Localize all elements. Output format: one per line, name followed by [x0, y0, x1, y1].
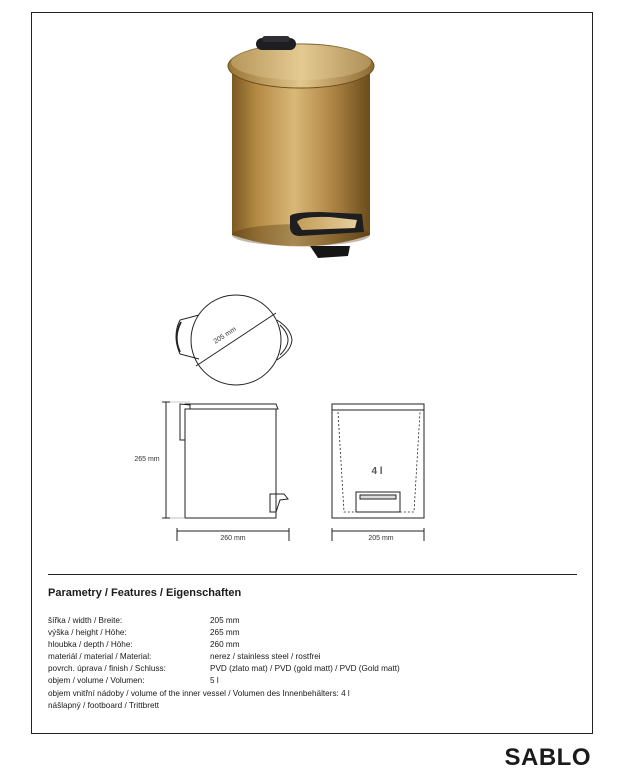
section-divider: [48, 574, 577, 575]
spec-value: PVD (zlato mat) / PVD (gold matt) / PVD (Gold matt): [210, 664, 400, 674]
spec-value: 205 mm: [210, 616, 240, 625]
side-view-drawing: [162, 402, 289, 541]
spec-label: výška / height / Höhe:: [48, 628, 127, 638]
spec-label: objem / volume / Volumen:: [48, 676, 145, 686]
side-depth-dimension-label: 260 mm: [220, 535, 246, 542]
spec-label: povrch. úprava / finish / Schluss:: [48, 664, 166, 674]
inner-volume-label: 4 l: [371, 466, 383, 477]
spec-value: 260 mm: [210, 640, 240, 650]
spec-value: 265 mm: [210, 628, 240, 638]
spec-label: objem vnitřní nádoby / volume of the inner vessel / Volumen des Innenbehälters: 4 l: [48, 688, 350, 698]
spec-row-width: [48, 615, 350, 627]
front-width-dimension-label: 205 mm: [368, 535, 394, 542]
spec-value: 5 l: [210, 676, 219, 686]
top-view-drawing: [176, 295, 292, 385]
spec-row-inner-vessel: [48, 688, 350, 700]
brand-name: SABLO: [504, 744, 591, 771]
spec-label: nášlapný / footboard / Trittbrett: [48, 700, 160, 710]
spec-row-finish: [48, 663, 400, 675]
spec-row-depth: [48, 639, 350, 651]
spec-row-volume: [48, 675, 350, 687]
spec-label: materiál / material / Material:: [48, 652, 152, 662]
spec-label: hloubka / depth / Höhe:: [48, 640, 133, 650]
features-heading: Parametry / Features / Eigenschaften: [48, 587, 242, 599]
spec-row-material: [48, 651, 350, 663]
spec-row-footboard: [48, 700, 350, 712]
spec-list: [48, 615, 400, 712]
side-height-dimension-label: 265 mm: [134, 456, 160, 463]
spec-value: nerez / stainless steel / rostfrei: [210, 652, 321, 662]
spec-label: šířka / width / Breite:: [48, 616, 123, 625]
top-view-dimension-label: 205 mm: [212, 325, 238, 346]
spec-row-height: [48, 627, 350, 639]
pedal-bin-photo: [228, 36, 374, 258]
